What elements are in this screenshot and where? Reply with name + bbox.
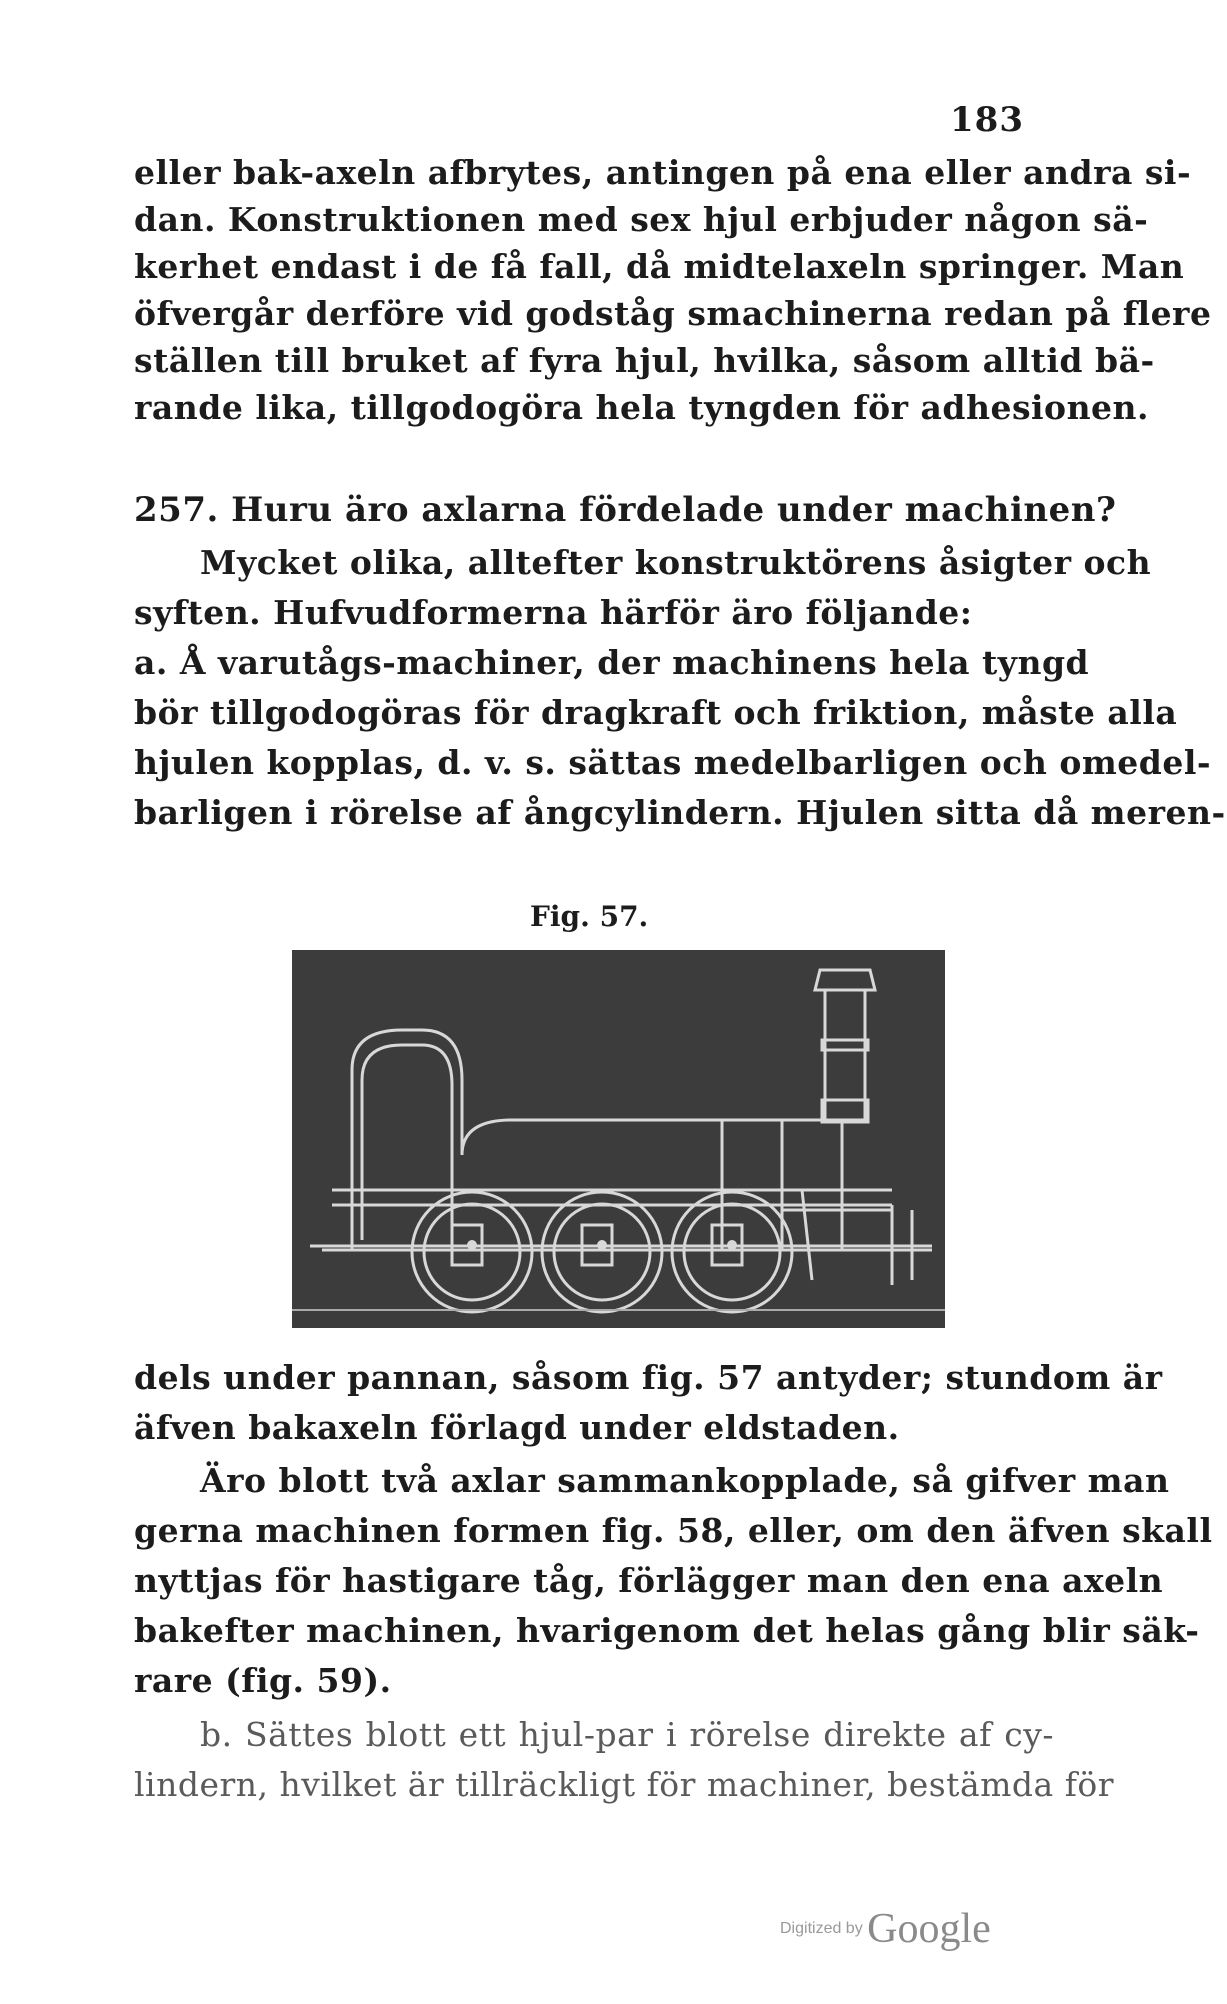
text-line: bör tillgodogöras för dragkraft och friktion, måste alla bbox=[134, 693, 1178, 732]
text-line: öfvergår derföre vid godståg smachinerna redan på flere bbox=[134, 294, 1212, 333]
locomotive-figure bbox=[292, 950, 945, 1328]
text-line: hjulen kopplas, d. v. s. sättas medelbarligen och omedel- bbox=[134, 743, 1212, 782]
digitized-watermark bbox=[780, 1905, 991, 1953]
text-line: nyttjas för hastigare tåg, förlägger man den ena axeln bbox=[134, 1561, 1164, 1600]
text-line: ställen till bruket af fyra hjul, hvilka, såsom alltid bä- bbox=[134, 341, 1155, 380]
text-line: bakefter machinen, hvarigenom det helas gång blir säk- bbox=[134, 1611, 1200, 1650]
text-line: Äro blott två axlar sammankopplade, så gifver man bbox=[200, 1461, 1170, 1500]
text-line: äfven bakaxeln förlagd under eldstaden. bbox=[134, 1408, 900, 1447]
question-heading: 257. Huru äro axlarna fördelade under machinen? bbox=[134, 490, 1117, 530]
text-line: barligen i rörelse af ångcylindern. Hjulen sitta då meren- bbox=[134, 793, 1226, 832]
figure-background bbox=[292, 950, 945, 1328]
text-line: b. Sättes blott ett hjul-par i rörelse direkte af cy- bbox=[200, 1715, 1054, 1754]
text-line: a. Å varutågs-machiner, der machinens hela tyngd bbox=[134, 643, 1090, 682]
page-number: 183 bbox=[950, 100, 1024, 140]
text-line: lindern, hvilket är tillräckligt för machiner, bestämda för bbox=[134, 1765, 1115, 1804]
digitized-by-label: Digitized by bbox=[780, 1920, 863, 1937]
text-line: rare (fig. 59). bbox=[134, 1661, 392, 1700]
text-line: dels under pannan, såsom fig. 57 antyder; stundom är bbox=[134, 1358, 1163, 1397]
text-line: Mycket olika, alltefter konstruktörens åsigter och bbox=[200, 543, 1152, 582]
text-line: eller bak-axeln afbrytes, antingen på ena eller andra si- bbox=[134, 153, 1192, 192]
text-line: rande lika, tillgodogöra hela tyngden för adhesionen. bbox=[134, 388, 1150, 427]
figure-caption: Fig. 57. bbox=[530, 900, 649, 933]
text-line: kerhet endast i de få fall, då midtelaxeln springer. Man bbox=[134, 247, 1185, 286]
google-logo: Google bbox=[867, 1906, 991, 1952]
text-line: gerna machinen formen fig. 58, eller, om den äfven skall bbox=[134, 1511, 1213, 1550]
text-line: syften. Hufvudformerna härför äro följande: bbox=[134, 593, 973, 632]
locomotive-illustration bbox=[292, 950, 945, 1328]
text-line: dan. Konstruktionen med sex hjul erbjuder någon sä- bbox=[134, 200, 1149, 239]
